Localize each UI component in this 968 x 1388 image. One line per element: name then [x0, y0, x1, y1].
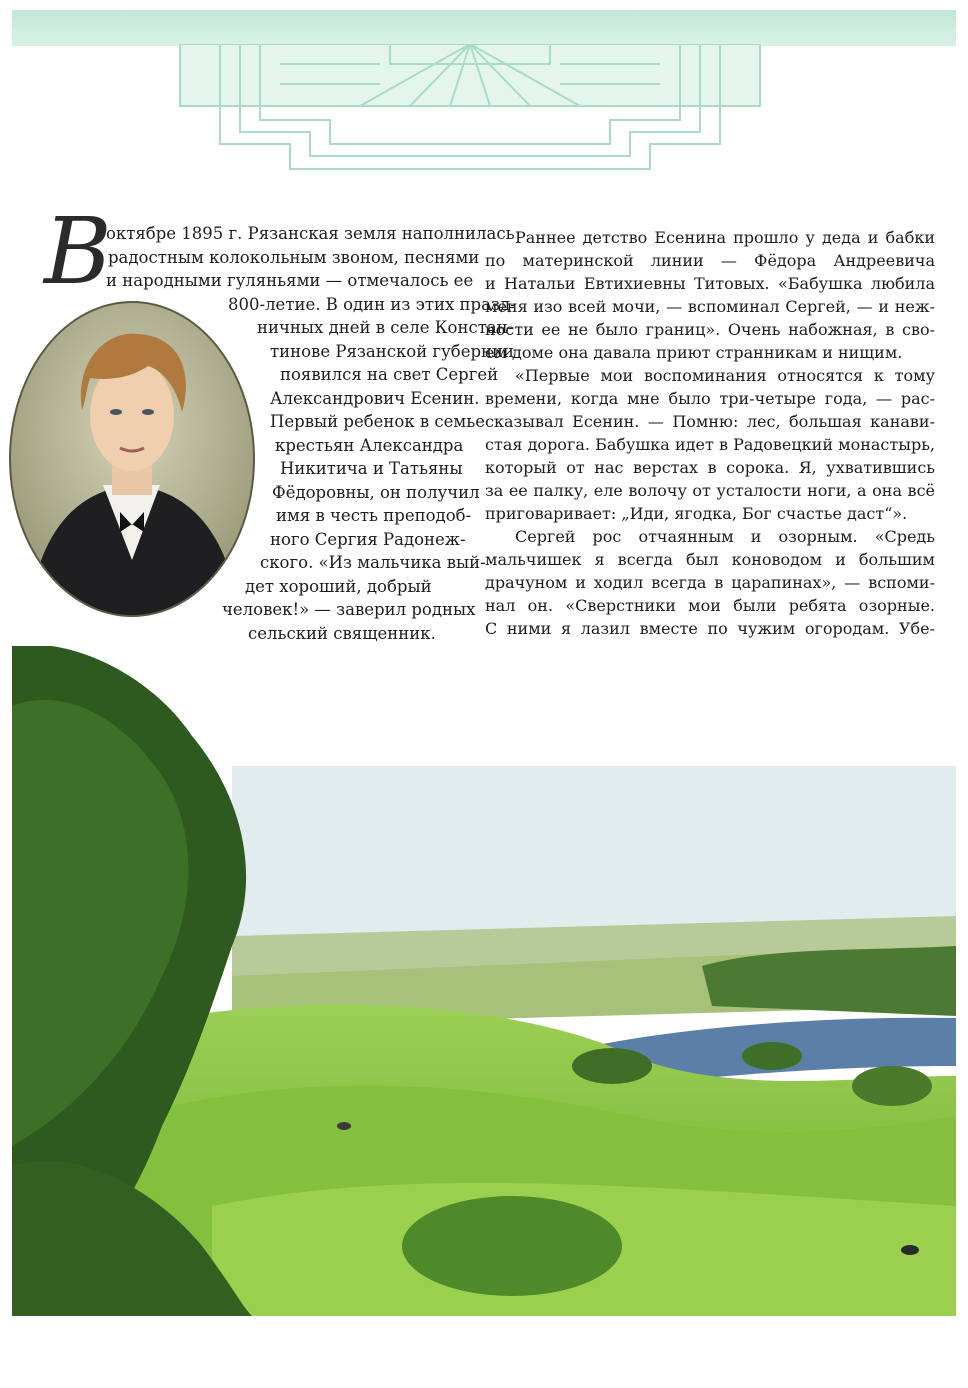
left-line: радостным колокольным звоном, песнями	[108, 248, 480, 267]
left-line: Фёдоровны, он получил	[272, 483, 480, 502]
right-line: «Первые мои воспоминания относятся к тому	[515, 366, 935, 385]
left-line: ского. «Из мальчика вый-	[260, 553, 486, 572]
right-line: меня изо всей мочи, — вспоминал Сергей, — и неж-	[485, 297, 935, 316]
right-line: мальчишек я всегда был коноводом и большим	[485, 550, 935, 569]
right-line: Раннее детство Есенина прошло у деда и бабки	[515, 228, 935, 247]
right-line: ности ее не было границ». Очень набожная, в сво-	[485, 320, 935, 339]
right-line: Сергей рос отчаянным и озорным. «Средь	[515, 527, 935, 546]
right-line: сказывал Есенин. — Помню: лес, большая канави-	[485, 412, 935, 431]
right-line: драчуном и ходил всегда в царапинах», — вспоми-	[485, 573, 935, 592]
left-line: 800-летие. В один из этих празд-	[228, 295, 516, 314]
right-line: за ее палку, еле волочу от усталости ноги, а она всё	[485, 481, 935, 500]
left-line: имя в честь преподоб-	[276, 506, 472, 525]
left-line: ничных дней в селе Констан-	[257, 318, 514, 337]
landscape-photo-oka-view	[12, 646, 956, 1316]
right-line: стая дорога. Бабушка идет в Радовецкий монастырь,	[485, 435, 935, 454]
right-line: приговаривает: „Иди, ягодка, Бог счастье даст“».	[485, 504, 908, 523]
left-line: сельский священник.	[248, 624, 436, 643]
portrait-painting	[8, 300, 256, 618]
left-line: октябре 1895 г. Рязанская земля наполнилась	[106, 224, 515, 243]
top-decorative-band	[12, 10, 956, 46]
right-line: времени, когда мне было три-четыре года, — рас-	[485, 389, 935, 408]
left-line: крестьян Александра	[275, 436, 464, 455]
left-line: и народными гуляньями — отмечалось ее	[106, 271, 474, 290]
art-deco-ornament	[160, 44, 780, 184]
left-line: Александрович Есенин.	[270, 389, 480, 408]
right-line: ем доме она давала приют странникам и нищим.	[485, 343, 903, 362]
right-line: нал он. «Сверстники мои были ребята озорные.	[485, 596, 935, 615]
right-line: который от нас верстах в сорока. Я, ухватившись	[485, 458, 935, 477]
drop-cap-letter: В	[44, 198, 112, 305]
left-line: Никитича и Татьяны	[280, 459, 463, 478]
left-line: Первый ребенок в семье	[270, 412, 486, 431]
right-line: и Натальи Евтихиевны Титовых. «Бабушка любила	[485, 274, 935, 293]
left-line: ного Сергия Радонеж-	[270, 530, 466, 549]
right-line: С ними я лазил вместе по чужим огородам. Убе-	[485, 619, 935, 638]
left-line: человек!» — заверил родных	[222, 600, 476, 619]
left-line: тинове Рязанской губернии	[270, 342, 515, 361]
left-line: появился на свет Сергей	[280, 365, 499, 384]
right-line: по материнской линии — Фёдора Андреевича	[485, 251, 935, 270]
left-line: дет хороший, добрый	[245, 577, 432, 596]
